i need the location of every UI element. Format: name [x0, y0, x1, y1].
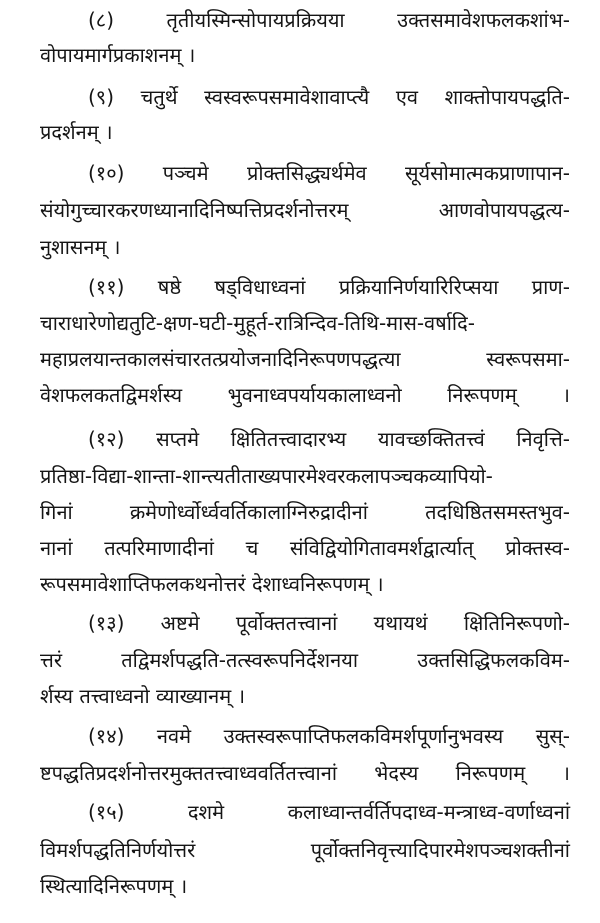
paragraph-11-line-2: चाराधारेणोद्यतुटि-क्षण-घटी-मुहूर्त-रात्रिन्दिव-तिथि-मास-वर्षादि-	[40, 311, 475, 335]
paragraph-12-line-2: प्रतिष्ठा-विद्या-शान्ता-शान्त्यतीताख्यपारमेश्वरकलापञ्चकव्यापियो-	[40, 464, 493, 488]
paragraph-15-line-3: स्थित्यादिनिरूपणम् ।	[40, 874, 188, 898]
paragraph-11-line-4: वेशफलकतद्विमर्शस्य भुवनाध्वपर्यायकालाध्वनो निरूपणम् ।	[40, 383, 570, 407]
paragraph-14-line-1: (१४) नवमे उक्तस्वरूपाप्तिफलकविमर्शपूर्णानुभवस्य सुस्-	[88, 724, 570, 748]
paragraph-9-line-2: प्रदर्शनम् ।	[40, 120, 113, 144]
paragraph-13-line-2: त्तरं तद्विमर्शपद्धति-तत्स्वरूपनिर्देशनया उक्तसिद्धिफलकविम-	[40, 648, 570, 672]
paragraph-10-line-3: नुशासनम् ।	[40, 235, 121, 259]
paragraph-12-line-3: गिनां क्रमेणोर्ध्वोर्ध्ववर्तिकालाग्निरुद्रादीनां तदधिष्ठितसमस्तभुव-	[40, 500, 570, 524]
paragraph-10-line-1: (१०) पञ्चमे प्रोक्तसिद्ध्यर्थमेव सूर्यसोमात्मकप्राणापान-	[88, 161, 570, 185]
paragraph-11-line-1: (११) षष्ठे षड्विधाध्वनां प्रक्रियानिर्णयारिरिप्सया प्राण-	[88, 275, 570, 299]
paragraph-13-line-3: र्शस्य तत्त्वाध्वनो व्याख्यानम् ।	[40, 684, 246, 708]
paragraph-8-line-2: वोपायमार्गप्रकाशनम् ।	[40, 43, 196, 67]
paragraph-11-line-3: महाप्रलयान्तकालसंचारतत्प्रयोजनादिनिरूपणपद्धत्या स्वरूपसमा-	[40, 347, 570, 371]
paragraph-15-line-1: (१५) दशमे कलाध्वान्तर्वर्तिपदाध्व-मन्त्राध्व-वर्णाध्वनां	[88, 800, 570, 824]
paragraph-12-line-1: (१२) सप्तमे क्षितितत्त्वादारभ्य यावच्छक्तितत्त्वं निवृत्ति-	[88, 427, 570, 451]
paragraph-14-line-2: ष्टपद्धतिप्रदर्शनोत्तरमुक्ततत्त्वाध्ववर्तितत्त्वानां भेदस्य निरूपणम् ।	[40, 761, 570, 785]
paragraph-15-line-2: विमर्शपद्धतिनिर्णयोत्तरं पूर्वोक्तनिवृत्त्यादिपारमेशपञ्चशक्तीनां	[40, 838, 570, 862]
paragraph-13-line-1: (१३) अष्टमे पूर्वोक्ततत्त्वानां यथायथं क्षितिनिरूपणो-	[88, 611, 570, 635]
paragraph-12-line-5: रूपसमावेशाप्तिफलकथनोत्तरं देशाध्वनिरूपणम् ।	[40, 572, 384, 596]
paragraph-12-line-4: नानां तत्परिमाणादीनां च संविद्वियोगितावमर्शद्वार्त्यात् प्रोक्तस्व-	[40, 536, 570, 560]
paragraph-9-line-1: (९) चतुर्थे स्वस्वरूपसमावेशावाप्त्यै एव शाक्तोपायपद्धति-	[88, 85, 570, 109]
paragraph-8-line-1: (८) तृतीयस्मिन्सोपायप्रक्रियया उक्तसमावेशफलकशांभ-	[88, 8, 570, 32]
paragraph-10-line-2: संयोगुच्चारकरणध्यानादिनिष्पत्तिप्रदर्शनोत्तरम् आणवोपायपद्धत्य-	[40, 198, 570, 222]
